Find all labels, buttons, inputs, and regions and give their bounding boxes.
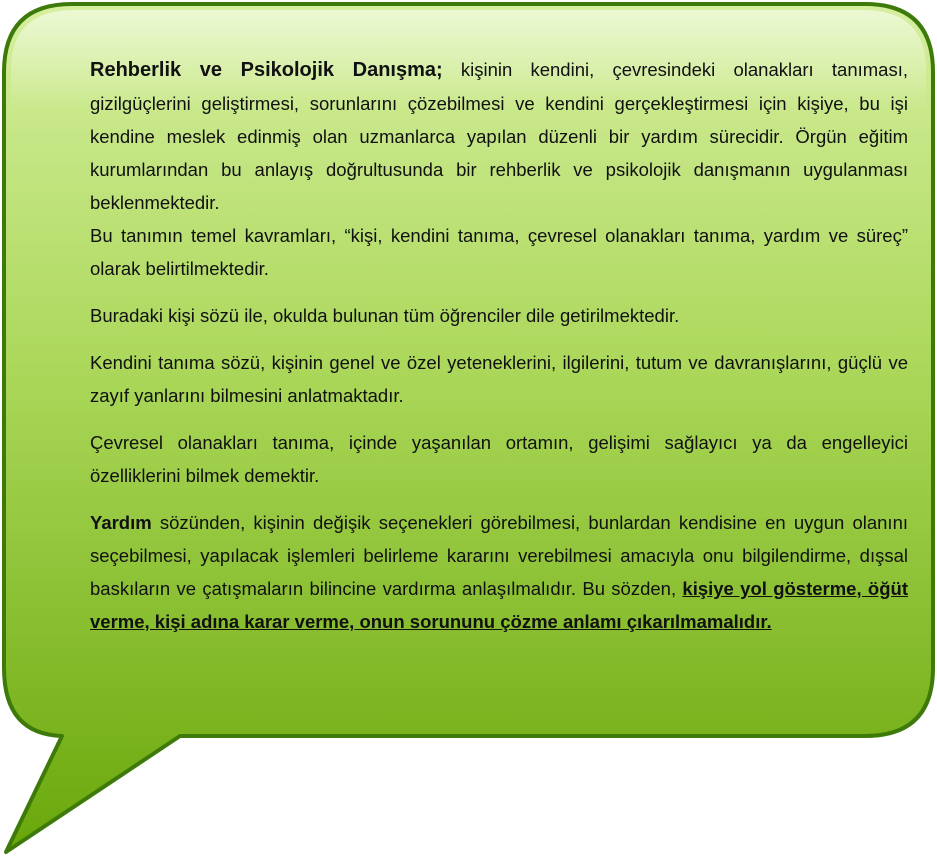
paragraph-help <box>90 506 908 638</box>
paragraph-person: Buradaki kişi sözü ile, okulda bulunan tüm öğrenciler dile getirilmektedir. <box>90 305 680 326</box>
definition-text <box>90 53 908 638</box>
paragraph-definition <box>90 53 908 219</box>
paragraph-environment: Çevresel olanakları tanıma, içinde yaşanılan ortamın, gelişimi sağlayıcı ya da engelleyici özelliklerini bilmek demektir. <box>90 432 908 486</box>
definition-body: kişinin kendini, çevresindeki olanakları tanıması, gizilgüçlerini geliştirmesi, sorunlarını çözebilmesi ve kendini gerçekleştirmesi için kişiye, bu işi kendine meslek edinmiş olan uzmanlarca yapılan düzenli bir yardım sürecidir. Örgün eğitim kurumlarından bu anlayış doğrultusunda bir rehberlik ve psikolojik danışmanın uygulanması beklenmektedir. <box>90 59 908 213</box>
term-heading: Rehberlik ve Psikolojik Danışma; <box>90 59 443 81</box>
help-emphasis: kişiye yol gösterme, öğüt verme, kişi adına karar verme, onun sorununu çözme anlamı çıkarılmamalıdır. <box>90 578 908 632</box>
paragraph-self-knowledge: Kendini tanıma sözü, kişinin genel ve özel yeteneklerini, ilgilerini, tutum ve davranışlarını, güçlü ve zayıf yanlarını bilmesini anlatmaktadır. <box>90 352 908 406</box>
help-term: Yardım <box>90 512 152 533</box>
paragraph-core-concepts: Bu tanımın temel kavramları, “kişi, kendini tanıma, çevresel olanakları tanıma, yardım ve süreç” olarak belirtilmektedir. <box>90 225 908 279</box>
help-body: sözünden, kişinin değişik seçenekleri görebilmesi, bunlardan kendisine en uygun olanını seçebilmesi, yapılacak işlemleri belirleme kararını verebilmesi amacıyla onu bilgilendirme, dışsal baskıların ve çatışmaların bilincine vardırma anlaşılmalıdır. Bu sözden, <box>90 512 908 599</box>
